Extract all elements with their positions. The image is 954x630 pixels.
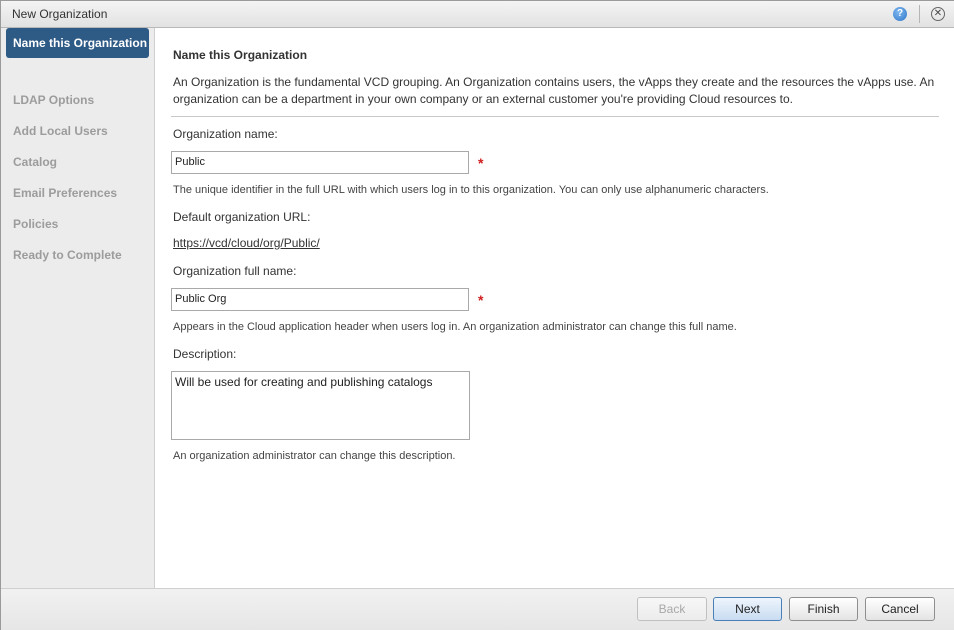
sidebar-item-policies[interactable]: Policies bbox=[13, 217, 59, 231]
wizard-steps-sidebar bbox=[1, 28, 155, 588]
cancel-button[interactable]: Cancel bbox=[865, 597, 935, 621]
dialog-title: New Organization bbox=[12, 7, 108, 21]
full-name-hint: Appears in the Cloud application header when users log in. An organization administrator can change this full name. bbox=[173, 321, 737, 333]
org-name-input[interactable]: Public bbox=[171, 151, 469, 174]
full-name-input[interactable]: Public Org bbox=[171, 288, 469, 311]
description-textarea[interactable]: Will be used for creating and publishing catalogs bbox=[171, 371, 470, 440]
page-heading: Name this Organization bbox=[173, 48, 308, 62]
description-label: Description: bbox=[173, 347, 237, 361]
next-button[interactable]: Next bbox=[713, 597, 782, 621]
help-icon[interactable]: ? bbox=[893, 7, 907, 21]
sidebar-item-catalog[interactable]: Catalog bbox=[13, 155, 58, 169]
intro-text: An Organization is the fundamental VCD grouping. An Organization contains users, the vApps they create and the resources the vApps use. An organization can be a department in your own company or an external customer you're providing Cloud resources to. bbox=[173, 75, 935, 106]
close-icon[interactable]: ✕ bbox=[931, 7, 945, 21]
full-name-required-marker: * bbox=[478, 292, 484, 308]
finish-button[interactable]: Finish bbox=[789, 597, 858, 621]
back-button[interactable]: Back bbox=[637, 597, 707, 621]
full-name-label: Organization full name: bbox=[173, 264, 297, 278]
sidebar-item-add-local-users[interactable]: Add Local Users bbox=[13, 124, 108, 138]
org-name-label: Organization name: bbox=[173, 127, 278, 141]
section-divider bbox=[171, 116, 939, 117]
org-name-hint: The unique identifier in the full URL with which users log in to this organization. You can only use alphanumeric characters. bbox=[173, 184, 769, 196]
title-separator bbox=[919, 5, 920, 23]
title-bar bbox=[1, 1, 954, 28]
default-url-link[interactable]: https://vcd/cloud/org/Public/ bbox=[173, 236, 320, 250]
default-url-label: Default organization URL: bbox=[173, 210, 311, 224]
description-hint: An organization administrator can change this description. bbox=[173, 450, 456, 462]
sidebar-item-email-preferences[interactable]: Email Preferences bbox=[13, 186, 118, 200]
org-name-required-marker: * bbox=[478, 155, 484, 171]
sidebar-item-ldap-options[interactable]: LDAP Options bbox=[13, 93, 95, 107]
sidebar-item-name-this-organization[interactable]: Name this Organization bbox=[6, 28, 149, 58]
sidebar-item-ready-to-complete[interactable]: Ready to Complete bbox=[13, 248, 122, 262]
